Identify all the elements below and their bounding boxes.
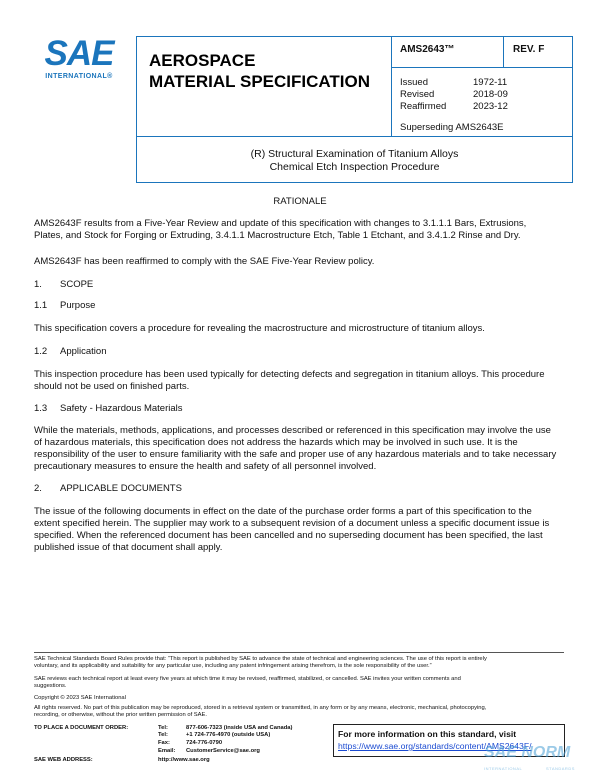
header-divider-number [391, 67, 573, 68]
watermark-logo [484, 744, 584, 774]
section-title: SCOPE [60, 279, 94, 290]
section-number: 1.2 [34, 346, 48, 357]
text-line: SAE reviews each technical report at least every five years at which time it may be revised, reaffirmed, stabilized, or cancelled. SAE invites your written comments and [34, 676, 461, 682]
section-2-text [34, 506, 564, 554]
web-address-label: SAE WEB ADDRESS: [34, 757, 93, 763]
text-line: responsibility of the user to ensure familiarity with the safe and proper use of any hazardous materials and to take necessary [34, 449, 557, 460]
sae-logo [36, 36, 122, 86]
issued-date: 1972-11 [473, 77, 508, 88]
section-1-2-text [34, 369, 564, 393]
footer-rights [34, 705, 564, 720]
document-title [149, 50, 370, 92]
tel2-label: Tel: [158, 732, 168, 738]
reaffirmed-date: 2023-12 [473, 101, 508, 112]
text-line: specified. When the referenced document has been cancelled and no superseding document has been specified, the last [34, 530, 543, 541]
header-divider-subject [136, 136, 573, 137]
text-line: of hazardous materials, this specification does not address the hazards which may be involved in such use. It is the [34, 437, 518, 448]
text-line: The issue of the following documents in effect on the date of the purchase order forms a part of this specification to the [34, 506, 532, 517]
text-line: This inspection procedure has been used typically for detecting defects and segregation in titanium alloys. This procedure [34, 369, 545, 380]
fax-label: Fax: [158, 740, 170, 746]
email-value[interactable]: CustomerService@sae.org [186, 748, 260, 754]
rationale-paragraph-1 [34, 218, 564, 242]
revised-date: 2018-09 [473, 89, 508, 100]
section-number: 1.3 [34, 403, 48, 414]
section-title: Safety - Hazardous Materials [60, 403, 183, 414]
text-line: AMS2643F results from a Five-Year Review and update of this specification with changes to 3.1.1.1 Bars, Extrusions, [34, 218, 527, 229]
header-divider-rev [503, 36, 504, 67]
standard-url-link[interactable]: https://www.sae.org/standards/content/AMS2643F/ [338, 741, 532, 751]
subject-line-1: (R) Structural Examination of Titanium Alloys [250, 148, 459, 160]
email-label: Email: [158, 748, 176, 754]
watermark-text: SAE NORM [484, 744, 571, 761]
section-1-1-text: This specification covers a procedure for revealing the macrostructure and microstructure of titanium alloys. [34, 323, 485, 334]
watermark-small-right: STANDARDS [546, 766, 575, 771]
text-line: should not be used on finished parts. [34, 381, 190, 392]
rationale-paragraph-2: AMS2643F has been reaffirmed to comply with the SAE Five-Year Review policy. [34, 256, 375, 267]
text-line: voluntary, and its applicability and suitability for any particular use, including any patent infringement arising therefrom, is the sole responsibility of the user.” [34, 663, 432, 670]
text-line: published issue of that document shall apply. [34, 542, 223, 553]
text-line: suggestions. [34, 683, 67, 690]
text-line: SAE Technical Standards Board Rules provide that: “This report is published by SAE to advance the state of technical and engineering sciences. The use of this report is entirely [34, 656, 487, 662]
tel2-value: +1 724-776-4970 (outside USA) [186, 732, 271, 738]
issued-label: Issued [400, 77, 428, 88]
tel-value: 877-606-7323 (inside USA and Canada) [186, 725, 293, 731]
superseding-note: Superseding AMS2643E [400, 122, 504, 133]
section-number: 1. [34, 279, 42, 290]
header-divider-vertical [391, 36, 392, 136]
section-2-heading [34, 483, 182, 495]
section-1-3-text [34, 425, 564, 473]
text-line: Plates, and Stock for Forging or Extruding, 3.4.1.1 Macrostructure Etch, Table 1 Etchant, and 3.4.1.2 Rinse and Dry. [34, 230, 521, 241]
text-line: precautionary measures to ensure the health and safety of all personnel involved. [34, 461, 377, 472]
text-line: All rights reserved. No part of this publication may be reproduced, stored in a retrieval system or transmitted, in any form or by any means, electronic, mechanical, photocopying, [34, 705, 487, 711]
revision-label: REV. F [513, 44, 545, 55]
logo-brand: SAE [44, 34, 114, 73]
section-1-heading [34, 279, 93, 291]
web-address-link[interactable]: http://www.sae.org [158, 757, 210, 763]
section-1-3-heading [34, 403, 183, 415]
section-1-1-heading [34, 300, 95, 312]
order-label: TO PLACE A DOCUMENT ORDER: [34, 725, 129, 731]
title-line-2: MATERIAL SPECIFICATION [149, 72, 370, 91]
subject-line-2: Chemical Etch Inspection Procedure [269, 161, 440, 173]
footer-divider [34, 652, 564, 653]
text-line: While the materials, methods, applications, and processes described or referenced in this specification may involve the use [34, 425, 551, 436]
watermark-small-left: INTERNATIONAL [484, 766, 523, 771]
section-title: Purpose [60, 300, 96, 311]
text-line: extent specified herein. The supplier may work to a subsequent revision of a document unless a specific document issue is [34, 518, 550, 529]
section-number: 2. [34, 483, 42, 494]
fax-value: 724-776-0790 [186, 740, 223, 746]
section-number: 1.1 [34, 300, 48, 311]
logo-subtitle: INTERNATIONAL® [45, 73, 113, 80]
tel-label: Tel: [158, 725, 168, 731]
section-title: Application [60, 346, 107, 357]
more-info-title: For more information on this standard, visit [338, 729, 517, 739]
rationale-heading: RATIONALE [273, 196, 327, 207]
text-line: recording, or otherwise, without the prior written permission of SAE. [34, 712, 208, 719]
title-line-1: AEROSPACE [149, 51, 256, 70]
footer-board-rules [34, 656, 564, 671]
footer-copyright: Copyright © 2023 SAE International [34, 695, 126, 701]
footer-review-note [34, 676, 564, 691]
section-title: APPLICABLE DOCUMENTS [60, 483, 182, 494]
section-1-2-heading [34, 346, 106, 358]
reaffirmed-label: Reaffirmed [400, 101, 447, 112]
document-number: AMS2643™ [400, 44, 455, 55]
revised-label: Revised [400, 89, 435, 100]
document-subject [136, 148, 573, 174]
